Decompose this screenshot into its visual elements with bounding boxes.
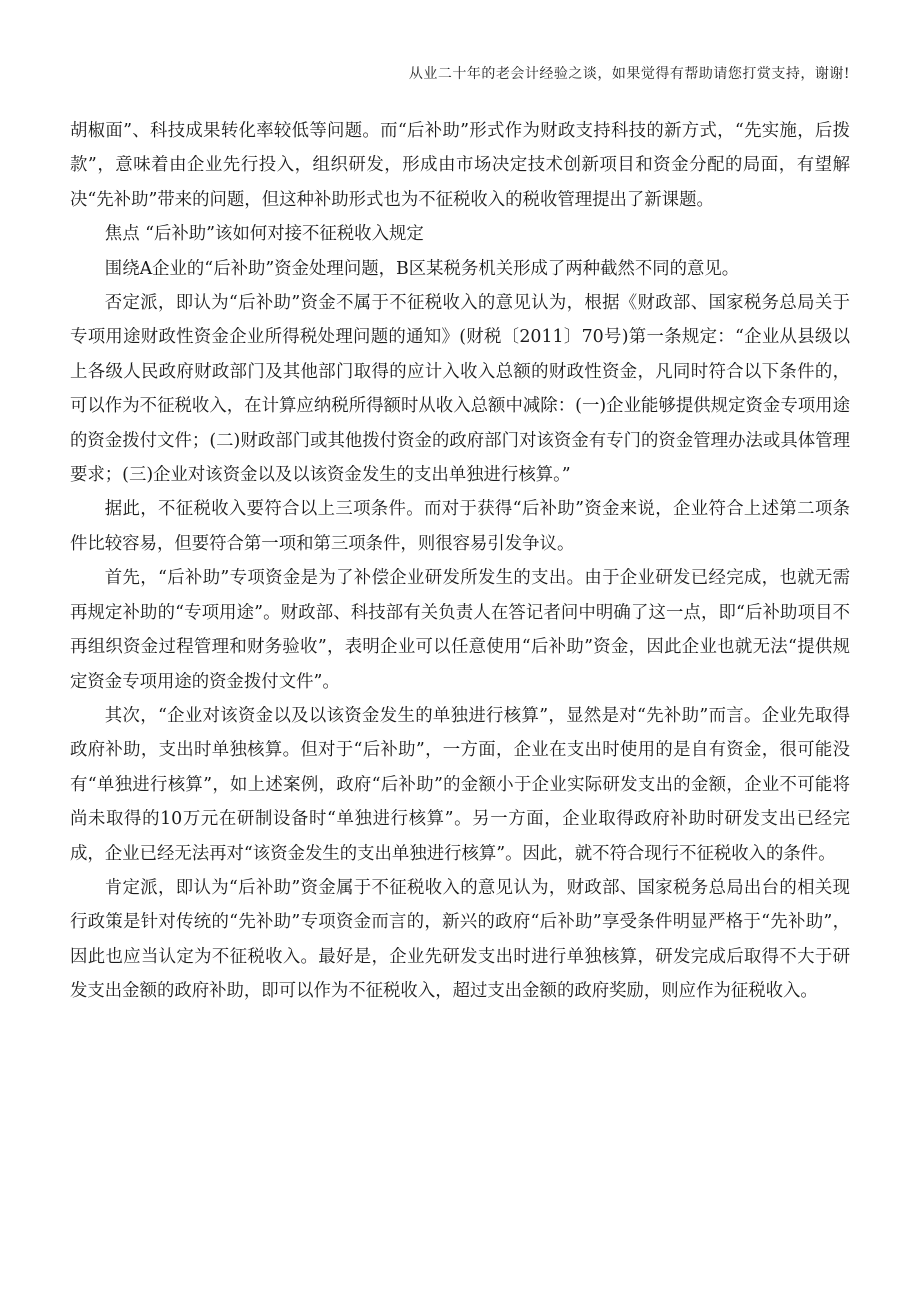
paragraph: 据此，不征税收入要符合以上三项条件。而对于获得“后补助”资金来说，企业符合上述第二项条件比较容易，但要符合第一项和第三项条件，则很容易引发争议。 — [70, 499, 850, 554]
paragraph-continuation: 胡椒面”、科技成果转化率较低等问题。而“后补助”形式作为财政支持科技的新方式，“先实施，后拨款”，意味着由企业先行投入，组织研发，形成由市场决定技术创新项目和资金分配的局面，有望解决“先补助”带来的问题，但这种补助形式也为不征税收入的税收管理提出了新课题。 — [70, 121, 850, 210]
paragraph: 首先，“后补助”专项资金是为了补偿企业研发所发生的支出。由于企业研发已经完成，也就无需再规定补助的“专项用途”。财政部、科技部有关负责人在答记者问中明确了这一点，即“后补助项目不再组织资金过程管理和财务验收”，表明企业可以任意使用“后补助”资金，因此企业也就无法“提供规定资金专项用途的资金拨付文件”。 — [70, 568, 850, 692]
article-body — [70, 114, 850, 1009]
paragraph: 肯定派，即认为“后补助”资金属于不征税收入的意见认为，财政部、国家税务总局出台的相关现行政策是针对传统的“先补助”专项资金而言的，新兴的政府“后补助”享受条件明显严格于“先补助”，因此也应当认定为不征税收入。最好是，企业先研发支出时进行单独核算，研发完成后取得不大于研发支出金额的政府补助，即可以作为不征税收入，超过支出金额的政府奖励，则应作为征税收入。 — [70, 877, 850, 1002]
paragraph: 否定派，即认为“后补助”资金不属于不征税收入的意见认为，根据《财政部、国家税务总局关于专项用途财政性资金企业所得税处理问题的通知》(财税〔2011〕70号)第一条规定：“企业从县级以上各级人民政府财政部门及其他部门取得的应计入收入总额的财政性资金，凡同时符合以下条件的，可以作为不征税收入，在计算应纳税所得额时从收入总额中减除：(一)企业能够提供规定资金专项用途的资金拨付文件；(二)财政部门或其他拨付资金的政府部门对该资金有专门的资金管理办法或具体管理要求；(三)企业对该资金以及以该资金发生的支出单独进行核算。” — [70, 293, 850, 486]
section-heading: 焦点 “后补助”该如何对接不征税收入规定 — [104, 224, 424, 245]
paragraph: 围绕A企业的“后补助”资金处理问题，B区某税务机关形成了两种截然不同的意见。 — [104, 258, 740, 279]
header-note: 从业二十年的老会计经验之谈，如果觉得有帮助请您打赏支持，谢谢! — [408, 66, 850, 82]
paragraph: 其次，“企业对该资金以及以该资金发生的单独进行核算”，显然是对“先补助”而言。企业先取得政府补助，支出时单独核算。但对于“后补助”，一方面，企业在支出时使用的是自有资金，很可能没有“单独进行核算”，如上述案例，政府“后补助”的金额小于企业实际研发支出的金额，企业不可能将尚未取得的10万元在研制设备时“单独进行核算”。另一方面，企业取得政府补助时研发支出已经完成，企业已经无法再对“该资金发生的支出单独进行核算”。因此，就不符合现行不征税收入的条件。 — [70, 705, 850, 864]
